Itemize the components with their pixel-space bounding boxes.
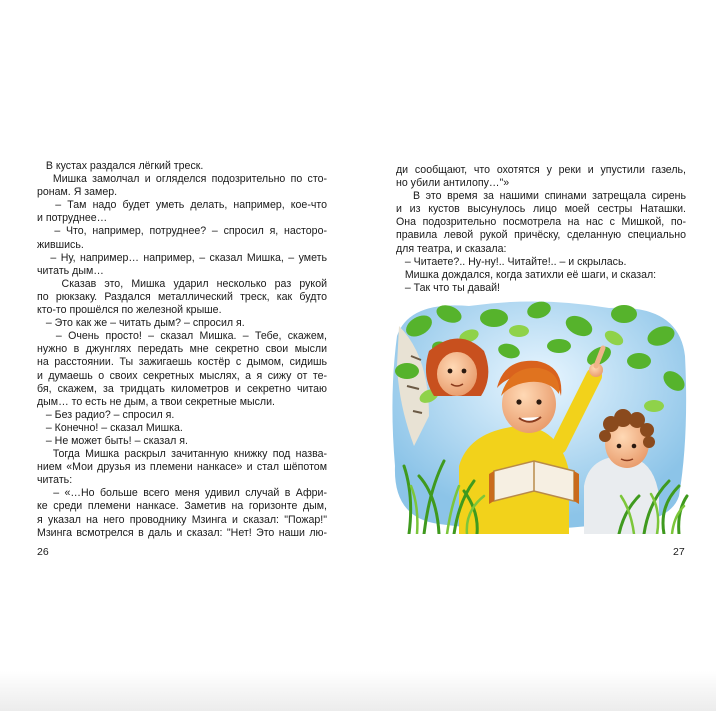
right-page-text-line: Она подозрительно посмотрела на нас с Мишкой, по- [396,216,686,229]
left-page-text-line: и думаешь о своих секретных мыслях, а я сижу от те- [37,369,327,382]
left-page-text-line: жившись. [37,238,84,251]
page-number-left: 26 [37,546,49,558]
left-page-text-line: я указал на него проводнику Мзинга и сказал: "Пожар!" [37,513,327,526]
left-page-text-line: ке среди племени нанкасе. Заметив на горизонте дым, [37,500,327,513]
left-page-text-line: кто-то прошёлся по железной крыше. [37,304,222,317]
left-page-text [37,160,327,540]
left-page-text-line: Тогда Мишка раскрыл зачитанную книжку под назва- [37,448,327,461]
right-page-text-line: – Читаете?.. Ну-ну!.. Читайте!.. – и скрылась. [396,255,627,268]
page-bottom-shadow [0,671,716,711]
left-page-text-line: Мишка замолчал и огляделся подозрительно по сто- [37,173,327,186]
illustration-children-reading [389,296,689,534]
right-page-text-line: В это время за нашими спинами затрещала сирень [396,190,686,203]
left-page-text-line: – «…Но больше всего меня удивил случай в Афри- [37,487,327,500]
left-page-text-line: ронам. Я замер. [37,186,118,199]
right-page-text-line: и из кустов высунулось лицо моей сестры Наташки. [396,203,686,216]
right-page-text-line: Мишка дождался, когда затихли её шаги, и сказал: [396,268,657,281]
right-page-text-line: – Так что ты давай! [396,281,500,294]
left-page-text-line: – Это как же – читать дым? – спросил я. [37,317,245,330]
left-page-text-line: нужно в джунглях передать мне секретно свои мысли [37,343,327,356]
left-page-text-line: – Конечно! – сказал Мишка. [37,421,183,434]
left-page-text-line: – Что, например, потруднее? – спросил я, насторо- [37,225,327,238]
left-page-text-line: – Ну, например… например, – сказал Мишка, – уметь [37,251,327,264]
left-page-text-line: Сказав это, Мишка ударил несколько раз рукой [37,277,327,290]
left-page-text-line: – Не может быть! – сказал я. [37,434,188,447]
right-page-text [396,164,686,295]
left-page-text-line: дым… то есть не дым, а твои секретные мысли. [37,395,275,408]
left-page-text-line: – Без радио? – спросил я. [37,408,175,421]
right-page-text-line: правила левой рукой причёску, сделанную специально [396,229,686,242]
left-page-text-line: читать: [37,474,73,487]
left-page-text-line: читать дым… [37,264,104,277]
left-page-text-line: – Очень просто! – сказал Мишка. – Тебе, скажем, [37,330,327,343]
left-page-text-line: В кустах раздался лёгкий треск. [37,160,204,172]
page-number-right: 27 [673,546,685,558]
right-page-text-line: но убили антилопу…"» [396,177,510,190]
left-page-text-line: по рюкзаку. Раздался металлический треск, как будто [37,290,327,303]
left-page-text-line: и потруднее… [37,212,108,225]
right-page-text-line: ди сообщают, что охотятся у реки и упустили газель, [396,164,686,176]
right-page-text-line: для театра, и сказала: [396,242,507,255]
left-page-text-line: на расстоянии. Ты зажигаешь костёр с дымом, сидишь [37,356,327,369]
left-page-text-line: Мзинга всмотрелся в даль и сказал: "Нет! Это наши лю- [37,526,327,539]
left-page-text-line: нием «Мои друзья из племени нанкасе» и стал шёпотом [37,461,327,474]
left-page-text-line: бя, скажем, за тридцать километров и секретно читаю [37,382,327,395]
left-page-text-line: – Там надо будет уметь делать, например, кое-что [37,199,327,212]
